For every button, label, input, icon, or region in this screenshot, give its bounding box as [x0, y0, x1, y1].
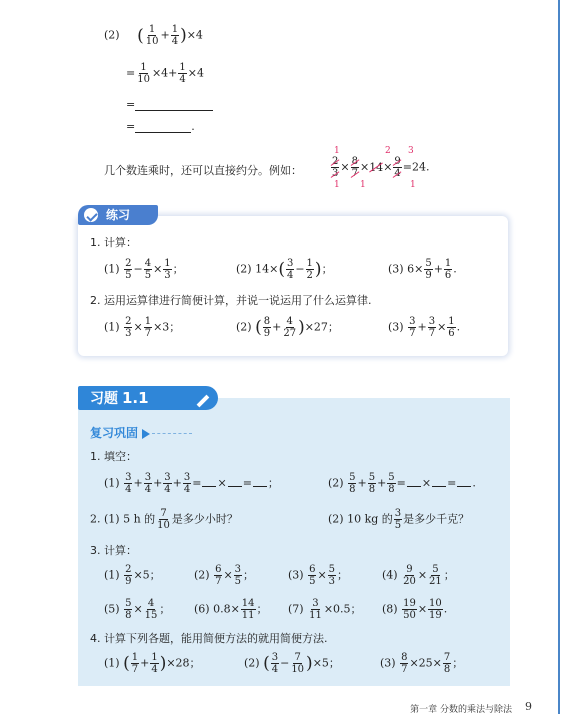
- exercise-q2-1: 2. (1) 5 h 的 $\frac{7}{10}$ 是多少小时？: [90, 508, 238, 531]
- practice-tag: 练习: [78, 205, 158, 225]
- practice-q1-1: (1) $\frac{2}{5}$ − $\frac{4}{5}$ × $\frac{1}{3}$ ；: [104, 258, 184, 281]
- page-edge-line: [558, 0, 560, 714]
- practice-q2: 2. 运用运算律进行简便计算，并说一说运用了什么运算律.: [90, 294, 372, 307]
- practice-q2-1: (1) $\frac{2}{3}$ × $\frac{1}{7}$ ×3；: [104, 316, 181, 339]
- exercise-q3-8: (8) $\frac{19}{50}$ × $\frac{10}{19}$ .: [382, 598, 448, 621]
- exercise-q1-1: (1) $\frac{3}{4}$ + $\frac{3}{4}$ + $\frac{3}{4}$ + $\frac{3}{4}$ = × = ；: [104, 472, 279, 495]
- section-review: 复习巩固: [90, 424, 192, 441]
- exercise-q4-3: (3) $\frac{8}{7}$ ×25× $\frac{7}{8}$ ；: [380, 652, 464, 675]
- practice-q1: 1. 计算：: [90, 236, 137, 249]
- exercise-q3-4: (4) $\frac{9}{20}$ × $\frac{5}{21}$ ；: [382, 564, 455, 587]
- exercise-q1-2: (2) $\frac{5}{8}$ + $\frac{5}{8}$ + $\frac{5}{8}$ = × = .: [328, 472, 476, 495]
- triangle-icon: [142, 429, 150, 439]
- exercise-q4: 4. 计算下列各题，能用简便方法的就用简便方法.: [90, 632, 328, 645]
- exercise-q1: 1. 填空：: [90, 450, 137, 463]
- page-number: 9: [525, 700, 532, 713]
- practice-q2-2: (2) ( $\frac{8}{9}$ + $\frac{4}{27}$ )×27；: [236, 316, 339, 339]
- exercise-q3-5: (5) $\frac{5}{8}$ × $\frac{4}{15}$ ；: [104, 598, 171, 621]
- chapter-footer: 第一章 分数的乘法与除法: [410, 705, 512, 715]
- exercise-q3-1: (1) $\frac{2}{9}$ ×5；: [104, 564, 161, 587]
- practice-q1-3: (3) 6× $\frac{5}{9}$ + $\frac{1}{6}$ .: [388, 258, 457, 281]
- exercise-q4-1: (1) ( $\frac{1}{7}$ + $\frac{1}{4}$ )×28；: [104, 652, 201, 675]
- exercise-q3-3: (3) $\frac{6}{5}$ × $\frac{5}{3}$ ；: [288, 564, 349, 587]
- example-2-line1: (2) ( $\frac{1}{10}$ + $\frac{1}{4}$ )×4: [104, 24, 203, 47]
- practice-q1-2: (2) 14×( $\frac{3}{4}$ − $\frac{1}{2}$ )；: [236, 258, 333, 281]
- exercise-q4-2: (2) ( $\frac{3}{4}$ − $\frac{7}{10}$ )×5；: [244, 652, 340, 675]
- exercise-q3-2: (2) $\frac{6}{7}$ × $\frac{3}{5}$ ；: [194, 564, 255, 587]
- exercise-q3: 3. 计算：: [90, 544, 137, 557]
- example-2-line2: = $\frac{1}{10}$ ×4+ $\frac{1}{4}$ ×4: [126, 62, 204, 85]
- example-2-line3: =: [126, 98, 213, 111]
- cancel-example: 1 2 3 $\frac{2}{3}$ × $\frac{8}{7}$ ×14× $\frac{9}{4}$ =24. 1 1 1: [332, 146, 430, 190]
- practice-q2-3: (3) $\frac{3}{7}$ + $\frac{3}{7}$ × $\frac{1}{6}$ .: [388, 316, 461, 339]
- exercise-q3-7: (7) $\frac{3}{11}$ ×0.5；: [288, 598, 362, 621]
- check-icon: [84, 208, 98, 222]
- exercise-q3-6: (6) 0.8× $\frac{14}{11}$ ；: [194, 598, 268, 621]
- exercise-header: 习题 1.1: [78, 386, 218, 410]
- example-2-line4: = .: [126, 120, 195, 133]
- cancel-tip: 几个数连乘时，还可以直接约分。例如：: [104, 164, 302, 177]
- exercise-q2-2: (2) 10 kg 的 $\frac{3}{5}$ 是多少千克？: [328, 508, 470, 531]
